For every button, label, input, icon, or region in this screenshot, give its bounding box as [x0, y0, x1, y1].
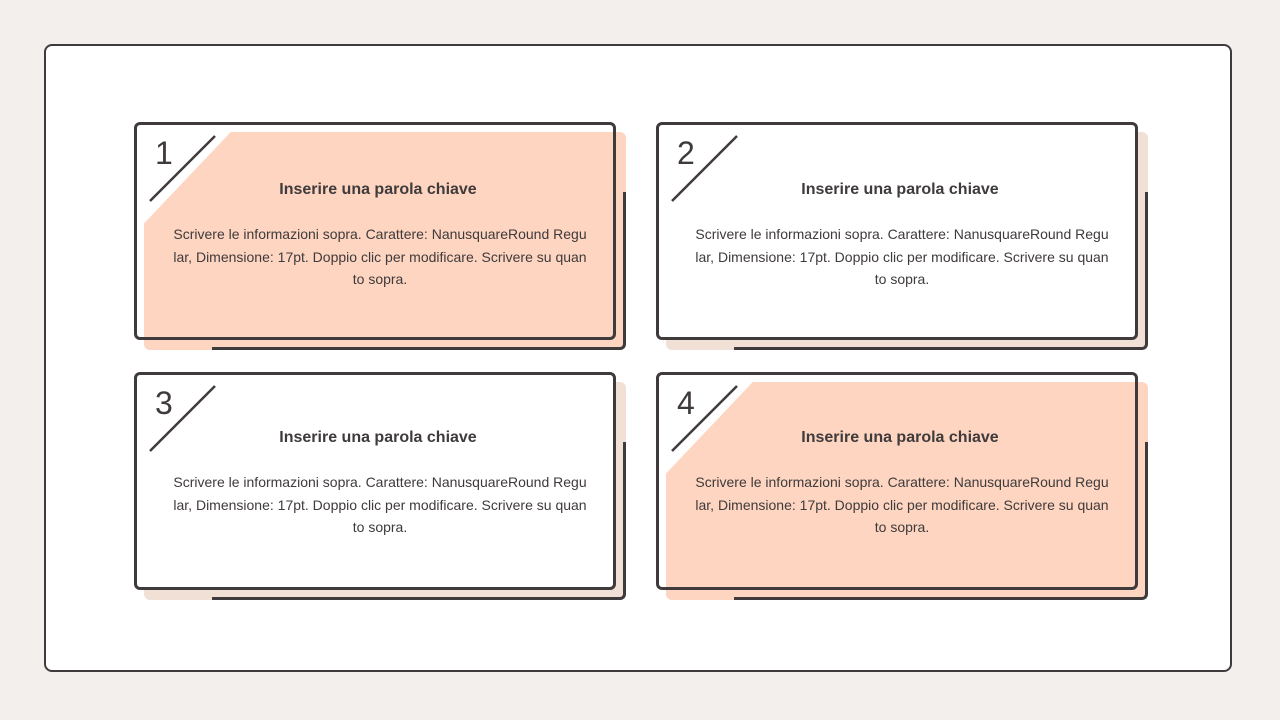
card-box	[134, 372, 616, 590]
card-title[interactable]: Inserire una parola chiave	[801, 429, 999, 446]
card-3[interactable]	[134, 372, 626, 600]
card-text[interactable]: Scrivere le informazioni sopra. Carattere: NanusquareRound Regular, Dimensione: 17pt. Doppio clic per modificare. Scrivere su quanto sopra.	[695, 474, 1109, 535]
card-text[interactable]: Scrivere le informazioni sopra. Carattere: NanusquareRound Regular, Dimensione: 17pt. Doppio clic per modificare. Scrivere su quanto sopra.	[173, 226, 587, 287]
card-box	[656, 372, 1138, 590]
card-1[interactable]	[134, 122, 626, 350]
card-2[interactable]	[656, 122, 1148, 350]
card-4[interactable]	[656, 372, 1148, 600]
card-number: 1	[155, 135, 173, 171]
card-title[interactable]: Inserire una parola chiave	[279, 429, 477, 446]
card-box	[134, 122, 616, 340]
card-title[interactable]: Inserire una parola chiave	[801, 181, 999, 198]
card-title[interactable]: Inserire una parola chiave	[279, 181, 477, 198]
card-number: 4	[677, 385, 695, 421]
card-text[interactable]: Scrivere le informazioni sopra. Carattere: NanusquareRound Regular, Dimensione: 17pt. Doppio clic per modificare. Scrivere su quanto sopra.	[173, 474, 587, 535]
card-box	[656, 122, 1138, 340]
card-number: 2	[677, 135, 695, 171]
card-number: 3	[155, 385, 173, 421]
card-text[interactable]: Scrivere le informazioni sopra. Carattere: NanusquareRound Regular, Dimensione: 17pt. Doppio clic per modificare. Scrivere su quanto sopra.	[695, 226, 1109, 287]
